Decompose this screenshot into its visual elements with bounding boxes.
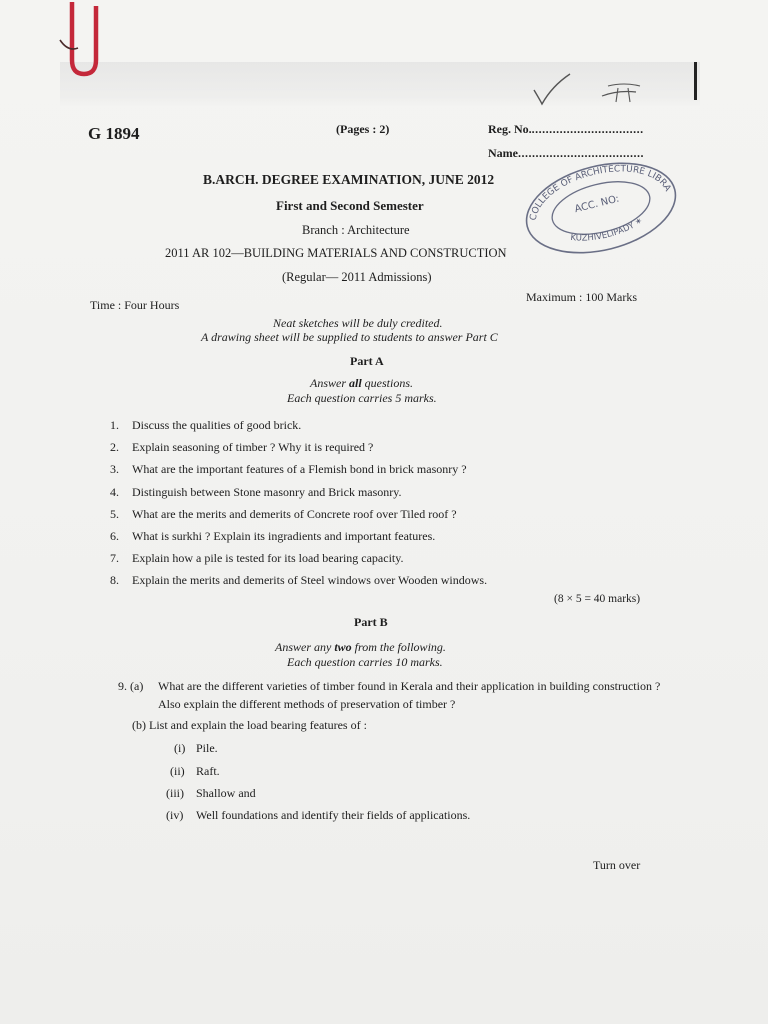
question-1: 1. Discuss the qualities of good brick. (110, 418, 302, 432)
scan-edge-mark (694, 62, 697, 100)
semester: First and Second Semester (276, 198, 424, 213)
question-3: 3. What are the important features of a Flemish bond in brick masonry ? (110, 462, 467, 476)
question-9b: (b) List and explain the load bearing features of : (132, 718, 367, 732)
question-4: 4. Distinguish between Stone masonry and Brick masonry. (110, 485, 402, 499)
exam-title: B.ARCH. DEGREE EXAMINATION, JUNE 2012 (203, 172, 495, 187)
sub-item-raft: (ii) Raft. (170, 764, 220, 778)
note-drawing-sheet: A drawing sheet will be supplied to students to answer Part C (201, 330, 498, 344)
library-stamp (520, 158, 682, 258)
paper-code: G 1894 (88, 124, 140, 143)
turn-over: Turn over (593, 858, 641, 872)
question-8: 8. Explain the merits and demerits of Steel windows over Wooden windows. (110, 573, 488, 587)
note-sketches: Neat sketches will be duly credited. (273, 316, 443, 330)
question-6: 6. What is surkhi ? Explain its ingradients and important features. (110, 529, 436, 543)
question-7: 7. Explain how a pile is tested for its load bearing capacity. (110, 551, 404, 565)
sub-item-pile: (i) Pile. (174, 741, 218, 755)
handwritten-tick-icon (528, 64, 658, 124)
part-a-marks-instruction: Each question carries 5 marks. (287, 391, 437, 405)
question-5: 5. What are the merits and demerits of Concrete roof over Tiled roof ? (110, 507, 457, 521)
pages-count: (Pages : 2) (336, 122, 390, 136)
time-allowed: Time : Four Hours (90, 298, 180, 312)
admissions: (Regular— 2011 Admissions) (282, 270, 432, 284)
svg-text:EA COLLEGE OF ARCHITECTURE LIB: COLLEGE OF ARCHITECTURE LIBRARY (528, 164, 673, 222)
part-a-total-marks: (8 × 5 = 40 marks) (554, 593, 641, 605)
name-field: Name.................................... (488, 146, 644, 160)
paper-clip-icon (58, 0, 104, 80)
sub-item-well: (iv) Well foundations and identify their fields of applications. (166, 808, 471, 822)
part-b-marks-instruction: Each question carries 10 marks. (287, 655, 443, 669)
question-9a: 9. (a) What are the different varieties of timber found in Kerala and their application in building construction ? Also explain the different methods of preservation of timber ? (118, 679, 661, 711)
question-2: 2. Explain seasoning of timber ? Why it is required ? (110, 440, 374, 454)
course-title: 2011 AR 102—BUILDING MATERIALS AND CONSTRUCTION (165, 246, 507, 260)
maximum-marks: Maximum : 100 Marks (526, 290, 637, 304)
branch: Branch : Architecture (302, 223, 410, 237)
svg-text:ACC. NO:: ACC. NO: (573, 193, 621, 216)
part-b-instruction: Answer any two from the following. (275, 640, 446, 654)
part-a-heading: Part A (350, 354, 384, 368)
svg-text:KUZHIVELIPADY ✶: KUZHIVELIPADY ✶ (569, 215, 645, 244)
part-b-heading: Part B (354, 615, 388, 629)
reg-no-field: Reg. No................................. (488, 122, 644, 136)
sub-item-shallow: (iii) Shallow and (166, 786, 256, 800)
part-a-instruction: Answer all questions. (310, 376, 414, 390)
